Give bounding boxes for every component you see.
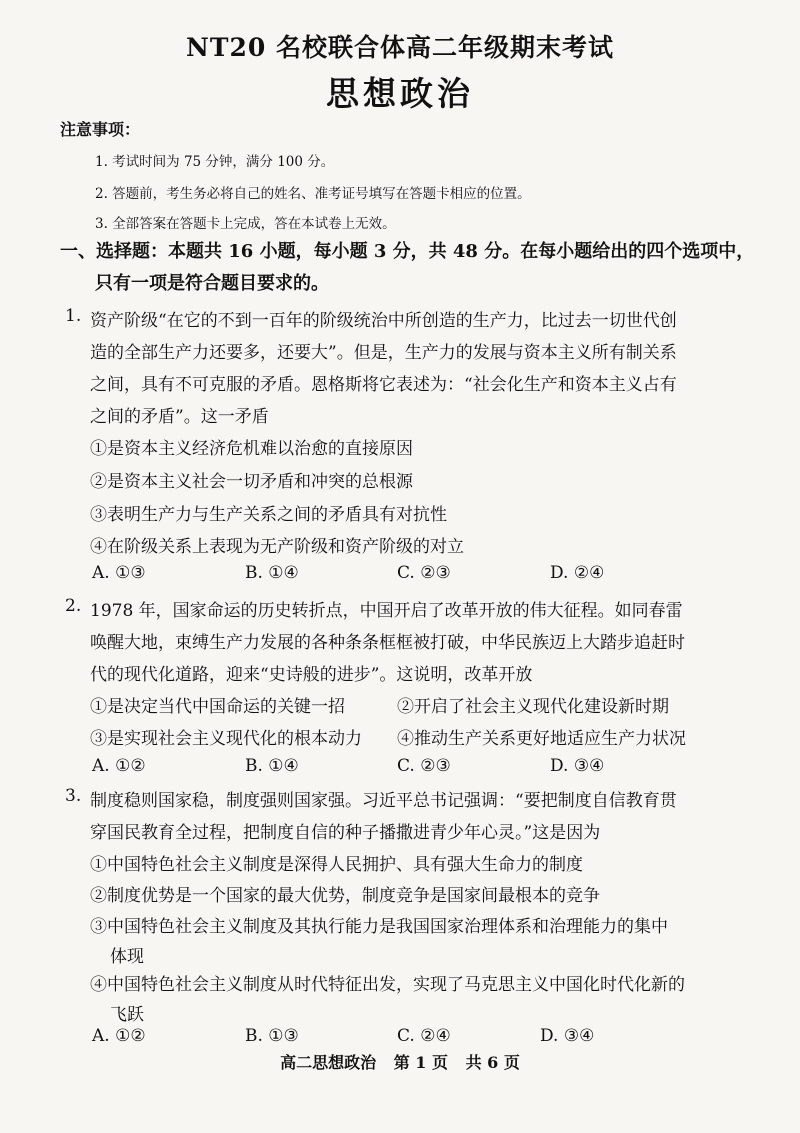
statement: ④中国特色社会主义制度从时代特征出发，实现了马克思主义中国化时代化新的 bbox=[90, 975, 685, 995]
statement-cont: 飞跃 bbox=[110, 1005, 144, 1025]
statement: ①是资本主义经济危机难以治愈的直接原因 bbox=[90, 439, 413, 459]
option-d: D. ③④ bbox=[550, 756, 605, 776]
question-stem-line: 资产阶级“在它的不到一百年的阶级统治中所创造的生产力，比过去一切世代创 bbox=[90, 311, 677, 331]
statement: ③是实现社会主义现代化的根本动力 bbox=[90, 729, 362, 749]
statement: ③表明生产力与生产关系之间的矛盾具有对抗性 bbox=[90, 505, 447, 525]
option-a: A. ①③ bbox=[92, 563, 146, 583]
statement: ④推动生产关系更好地适应生产力状况 bbox=[397, 729, 686, 749]
note-item: 2. 答题前，考生务必将自己的姓名、准考证号填写在答题卡相应的位置。 bbox=[95, 186, 531, 202]
note-item: 3. 全部答案在答题卡上完成，答在本试卷上无效。 bbox=[95, 216, 396, 232]
subject-title: 思想政治 bbox=[326, 74, 474, 113]
section-heading: 一、选择题：本题共 16 小题，每小题 3 分，共 48 分。在每小题给出的四个选项中， bbox=[60, 241, 755, 262]
option-d: D. ③④ bbox=[540, 1026, 595, 1046]
question-stem-line: 穿国民教育全过程，把制度自信的种子播撒进青少年心灵。”这是因为 bbox=[90, 823, 601, 843]
option-c: C. ②③ bbox=[397, 563, 451, 583]
option-d: D. ②④ bbox=[550, 563, 605, 583]
footer-total: 共 6 页 bbox=[465, 1053, 520, 1072]
question-stem-line: 之间，具有不可克服的矛盾。恩格斯将它表述为：“社会化生产和资本主义占有 bbox=[90, 375, 677, 395]
question-stem-line: 之间的矛盾”。这一矛盾 bbox=[90, 407, 269, 427]
question-stem-line: 代的现代化道路，迎来“史诗般的进步”。这说明，改革开放 bbox=[90, 665, 533, 685]
option-c: C. ②③ bbox=[397, 756, 451, 776]
question-stem-line: 造的全部生产力还要多，还要大”。但是，生产力的发展与资本主义所有制关系 bbox=[90, 343, 677, 363]
statement: ①中国特色社会主义制度是深得人民拥护、具有强大生命力的制度 bbox=[90, 855, 583, 875]
note-item: 1. 考试时间为 75 分钟，满分 100 分。 bbox=[95, 154, 335, 170]
option-a: A. ①② bbox=[92, 1026, 146, 1046]
footer-subject: 高二思想政治 bbox=[280, 1053, 377, 1072]
statement: ③中国特色社会主义制度及其执行能力是我国国家治理体系和治理能力的集中 bbox=[90, 917, 668, 937]
notes-heading: 注意事项： bbox=[60, 120, 141, 139]
question-number: 1. bbox=[65, 306, 82, 326]
option-b: B. ①③ bbox=[245, 1026, 299, 1046]
exam-title: NT20 名校联合体高二年级期末考试 bbox=[186, 33, 614, 62]
section-heading-cont: 只有一项是符合题目要求的。 bbox=[95, 273, 329, 294]
statement: ②开启了社会主义现代化建设新时期 bbox=[397, 697, 669, 717]
option-b: B. ①④ bbox=[245, 563, 299, 583]
page-footer bbox=[0, 1050, 800, 1073]
statement: ④在阶级关系上表现为无产阶级和资产阶级的对立 bbox=[90, 537, 464, 557]
question-stem-line: 制度稳则国家稳，制度强则国家强。习近平总书记强调：“要把制度自信教育贯 bbox=[90, 791, 677, 811]
option-a: A. ①② bbox=[92, 756, 146, 776]
question-number: 2. bbox=[65, 596, 82, 616]
statement: ②制度优势是一个国家的最大优势，制度竞争是国家间最根本的竞争 bbox=[90, 886, 600, 906]
question-stem-line: 唤醒大地，束缚生产力发展的各种条条框框被打破，中华民族迈上大踏步追赶时 bbox=[90, 633, 685, 653]
statement-cont: 体现 bbox=[110, 947, 144, 967]
question-number: 3. bbox=[65, 786, 82, 806]
footer-page: 第 1 页 bbox=[393, 1053, 448, 1072]
question-stem-line: 1978 年，国家命运的历史转折点，中国开启了改革开放的伟大征程。如同春雷 bbox=[90, 601, 683, 621]
statement: ①是决定当代中国命运的关键一招 bbox=[90, 697, 345, 717]
option-b: B. ①④ bbox=[245, 756, 299, 776]
statement: ②是资本主义社会一切矛盾和冲突的总根源 bbox=[90, 472, 413, 492]
option-c: C. ②④ bbox=[397, 1026, 451, 1046]
